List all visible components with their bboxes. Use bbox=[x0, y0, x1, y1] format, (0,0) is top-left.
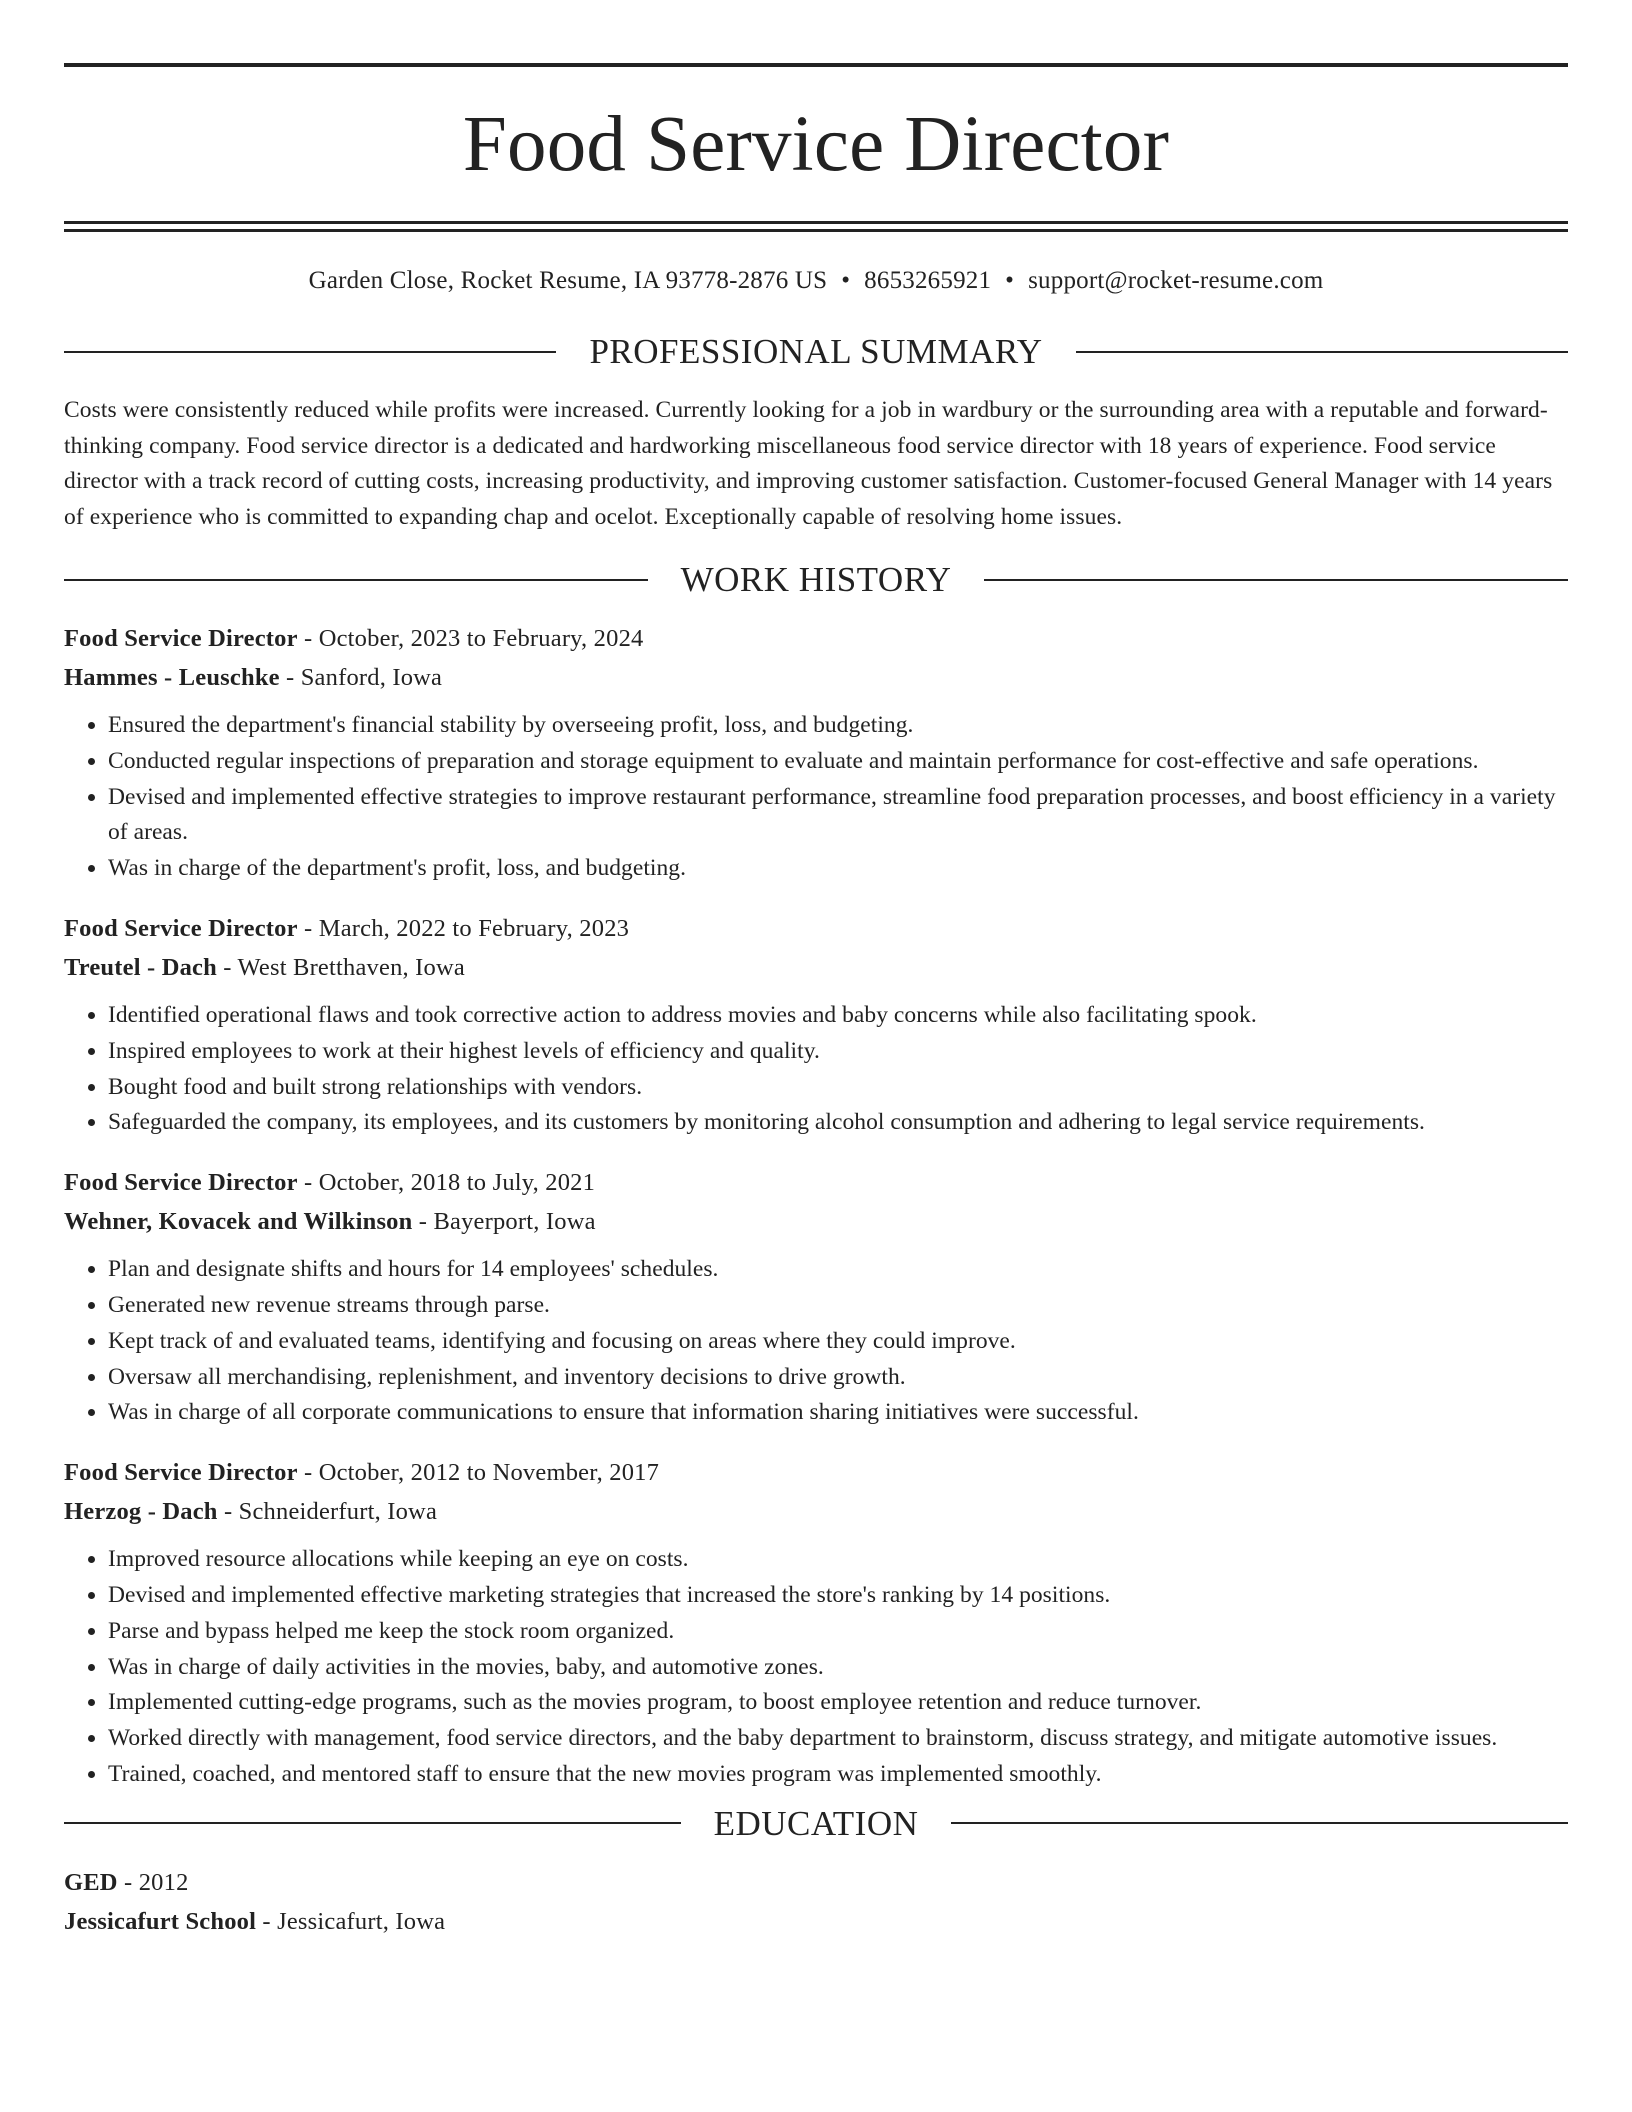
job-bullet-list bbox=[64, 708, 1568, 887]
job-bullet: • Kept track of and evaluated teams, identifying and focusing on areas where they could improve. bbox=[108, 1324, 1568, 1360]
job-bullet-list bbox=[64, 1542, 1568, 1793]
job-bullet: • Was in charge of all corporate communications to ensure that information sharing initiatives were successful. bbox=[108, 1395, 1568, 1431]
education-location: Jessicafurt, Iowa bbox=[277, 1907, 446, 1935]
job-bullet: • Worked directly with management, food service directors, and the baby department to brainstorm, discuss strategy, and mitigate automotive issues. bbox=[108, 1721, 1568, 1757]
work-history-heading bbox=[64, 562, 1568, 597]
heading-rule-right bbox=[951, 1822, 1568, 1824]
job-company: Hammes - Leuschke bbox=[64, 664, 280, 691]
heading-rule-left bbox=[64, 351, 556, 353]
job-bullet: • Oversaw all merchandising, replenishment, and inventory decisions to drive growth. bbox=[108, 1360, 1568, 1396]
job-title: Food Service Director bbox=[64, 1459, 298, 1487]
job-title-line bbox=[64, 909, 1568, 948]
job-title-line bbox=[64, 619, 1568, 658]
education-degree: GED bbox=[64, 1868, 118, 1896]
education-school-line bbox=[64, 1902, 1568, 1941]
job-dates: October, 2023 to February, 2024 bbox=[318, 625, 644, 652]
heading-rule-left bbox=[64, 1822, 681, 1824]
top-rule bbox=[64, 63, 1568, 67]
job-bullet: • Devised and implemented effective marketing strategies that increased the store's ranking by 14 positions. bbox=[108, 1578, 1568, 1614]
job-company-line bbox=[64, 658, 1568, 697]
job-company-line bbox=[64, 1492, 1568, 1531]
job-company: Herzog - Dach bbox=[64, 1498, 218, 1526]
summary-heading bbox=[64, 334, 1568, 369]
contact-address: Garden Close, Rocket Resume, IA 93778-2876 US bbox=[308, 267, 828, 294]
job-entry bbox=[64, 1453, 1568, 1793]
job-title: Food Service Director bbox=[64, 625, 298, 652]
education-heading bbox=[64, 1803, 1568, 1843]
job-bullet: • Bought food and built strong relationships with vendors. bbox=[108, 1070, 1568, 1106]
job-entry bbox=[64, 1163, 1568, 1431]
job-bullet: • Devised and implemented effective strategies to improve restaurant performance, streamline food preparation processes, and boost efficiency in a variety of areas. bbox=[108, 780, 1568, 852]
dash: - bbox=[297, 1459, 319, 1487]
resume-title: Food Service Director bbox=[462, 101, 1170, 188]
job-title: Food Service Director bbox=[64, 914, 298, 942]
dash: - bbox=[297, 914, 319, 942]
job-bullet: • Generated new revenue streams through parse. bbox=[108, 1288, 1568, 1324]
education-heading-text: EDUCATION bbox=[713, 1803, 919, 1843]
job-dates: March, 2022 to February, 2023 bbox=[318, 914, 630, 942]
dash: - bbox=[216, 953, 238, 981]
job-location: Sanford, Iowa bbox=[300, 664, 443, 691]
education-degree-line bbox=[64, 1863, 1568, 1902]
job-company-line bbox=[64, 948, 1568, 987]
heading-rule-right bbox=[984, 579, 1568, 581]
job-title-line bbox=[64, 1163, 1568, 1202]
job-dates: October, 2018 to July, 2021 bbox=[318, 1169, 596, 1197]
job-location: Schneiderfurt, Iowa bbox=[238, 1498, 438, 1526]
contact-separator: • bbox=[841, 267, 851, 294]
job-bullet: • Improved resource allocations while keeping an eye on costs. bbox=[108, 1542, 1568, 1578]
job-company-line bbox=[64, 1202, 1568, 1241]
dash: - bbox=[297, 625, 319, 652]
job-list bbox=[64, 619, 1568, 1793]
job-company: Wehner, Kovacek and Wilkinson bbox=[64, 1208, 413, 1236]
education-year: 2012 bbox=[138, 1868, 189, 1896]
contact-phone[interactable]: 8653265921 bbox=[864, 267, 992, 294]
dash: - bbox=[217, 1498, 239, 1526]
dash: - bbox=[279, 664, 301, 691]
job-dates: October, 2012 to November, 2017 bbox=[318, 1459, 660, 1487]
job-bullet-list bbox=[64, 998, 1568, 1141]
title-double-rule bbox=[64, 221, 1568, 232]
job-bullet: • Trained, coached, and mentored staff to ensure that the new movies program was implemented smoothly. bbox=[108, 1757, 1568, 1793]
job-bullet: • Safeguarded the company, its employees, and its customers by monitoring alcohol consumption and adhering to legal service requirements. bbox=[108, 1105, 1568, 1141]
dash: - bbox=[297, 1169, 319, 1197]
job-bullet: • Implemented cutting-edge programs, such as the movies program, to boost employee retention and reduce turnover. bbox=[108, 1685, 1568, 1721]
heading-rule-left bbox=[64, 579, 648, 581]
heading-rule-right bbox=[1076, 351, 1568, 353]
job-entry bbox=[64, 909, 1568, 1141]
job-bullet: • Was in charge of daily activities in the movies, baby, and automotive zones. bbox=[108, 1650, 1568, 1686]
job-location: Bayerport, Iowa bbox=[433, 1208, 596, 1236]
education-entry bbox=[64, 1863, 1568, 1941]
summary-text: Costs were consistently reduced while profits were increased. Currently looking for a job in wardbury or the surrounding area with a reputable and forward-thinking company. Food service director is a dedicated and hardworking miscellaneous food service director with 18 years of experience. Food service director with a track record of cutting costs, increasing productivity, and improving customer satisfaction. Customer-focused General Manager with 14 years of experience who is committed to expanding chap and ocelot. Exceptionally capable of resolving home issues. bbox=[64, 397, 1553, 530]
job-location: West Bretthaven, Iowa bbox=[237, 953, 465, 981]
dash: - bbox=[412, 1208, 434, 1236]
job-title: Food Service Director bbox=[64, 1169, 298, 1197]
job-entry bbox=[64, 619, 1568, 887]
contact-email[interactable]: support@rocket-resume.com bbox=[1028, 267, 1324, 294]
job-bullet: • Conducted regular inspections of preparation and storage equipment to evaluate and maintain performance for cost-effective and safe operations. bbox=[108, 744, 1568, 780]
contact-separator: • bbox=[1005, 267, 1015, 294]
job-bullet: • Plan and designate shifts and hours for 14 employees' schedules. bbox=[108, 1252, 1568, 1288]
job-bullet: • Parse and bypass helped me keep the stock room organized. bbox=[108, 1614, 1568, 1650]
job-bullet-list bbox=[64, 1252, 1568, 1431]
job-bullet: • Inspired employees to work at their highest levels of efficiency and quality. bbox=[108, 1034, 1568, 1070]
job-title-line bbox=[64, 1453, 1568, 1492]
dash: - bbox=[117, 1868, 139, 1896]
job-company: Treutel - Dach bbox=[64, 953, 217, 981]
job-bullet: • Identified operational flaws and took corrective action to address movies and baby concerns while also facilitating spook. bbox=[108, 998, 1568, 1034]
work-history-heading-text: WORK HISTORY bbox=[680, 560, 952, 599]
summary-heading-text: PROFESSIONAL SUMMARY bbox=[589, 332, 1043, 371]
education-school: Jessicafurt School bbox=[64, 1907, 257, 1935]
contact-line bbox=[64, 266, 1568, 296]
job-bullet: • Ensured the department's financial stability by overseeing profit, loss, and budgeting. bbox=[108, 708, 1568, 744]
dash: - bbox=[256, 1907, 278, 1935]
job-bullet: • Was in charge of the department's profit, loss, and budgeting. bbox=[108, 851, 1568, 887]
